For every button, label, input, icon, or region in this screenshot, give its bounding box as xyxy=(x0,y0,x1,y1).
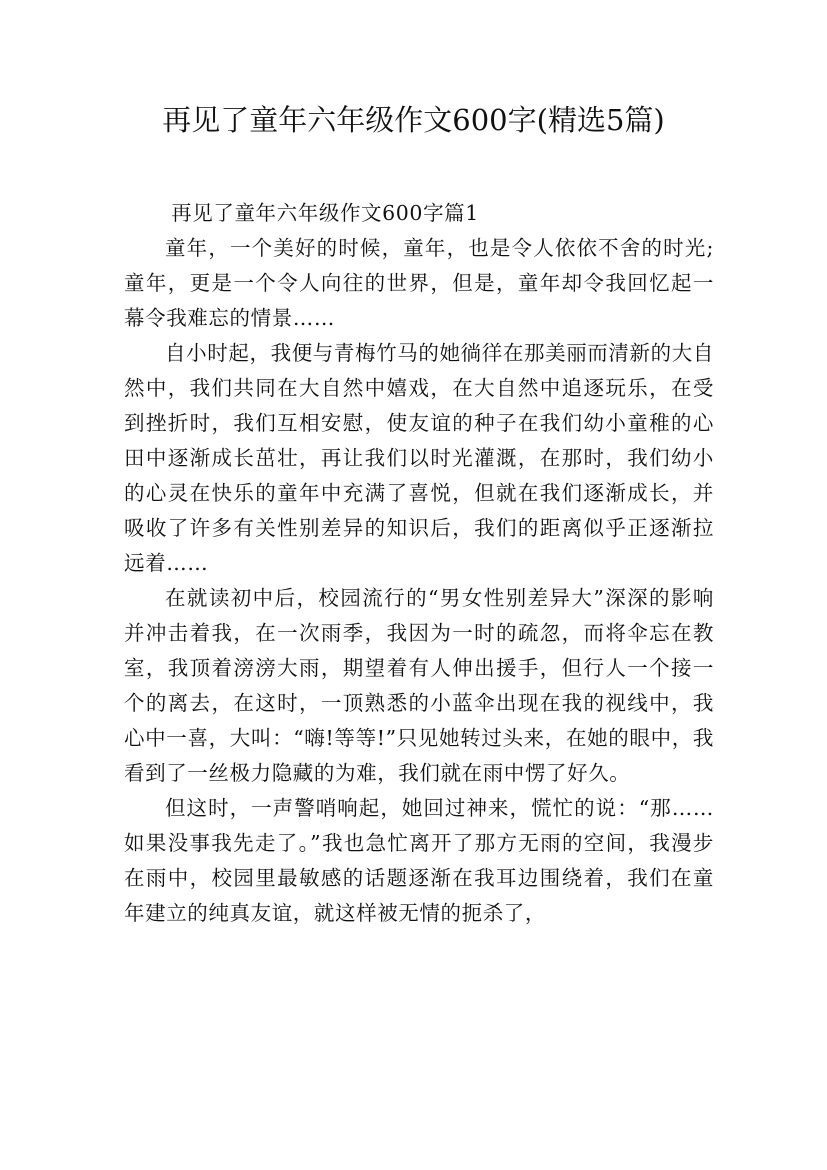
paragraph: 童年，一个美好的时候，童年，也是令人依依不舍的时光;童年，更是一个令人向往的世界，但是，童年却令我回忆起一幕令我难忘的情景…… xyxy=(124,236,714,330)
document-body xyxy=(124,196,714,931)
paragraph: 在就读初中后，校园流行的“男女性别差异大”深深的影响并冲击着我，在一次雨季，我因为一时的疏忽，而将伞忘在教室，我顶着滂滂大雨，期望着有人伸出援手，但行人一个接一个的离去，在这时，一顶熟悉的小蓝伞出现在我的视线中，我心中一喜，大叫：“嗨!等等!”只见她转过头来，在她的眼中，我看到了一丝极力隐藏的为难，我们就在雨中愣了好久。 xyxy=(124,586,714,785)
section-heading: 再见了童年六年级作文600字篇1 xyxy=(171,201,479,225)
document-title: 再见了童年六年级作文600字(精选5篇) xyxy=(162,103,665,137)
paragraph: 自小时起，我便与青梅竹马的她徜徉在那美丽而清新的大自然中，我们共同在大自然中嬉戏，在大自然中追逐玩乐，在受到挫折时，我们互相安慰，使友谊的种子在我们幼小童稚的心田中逐渐成长茁壮，再让我们以时光灌溉，在那时，我们幼小的心灵在快乐的童年中充满了喜悦，但就在我们逐渐成长，并吸收了许多有关性别差异的知识后，我们的距离似乎正逐渐拉远着…… xyxy=(124,341,714,575)
paragraph: 但这时，一声警哨响起，她回过神来，慌忙的说：“那……如果没事我先走了。”我也急忙离开了那方无雨的空间，我漫步在雨中，校园里最敏感的话题逐渐在我耳边围绕着，我们在童年建立的纯真友谊，就这样被无情的扼杀了， xyxy=(124,796,714,925)
